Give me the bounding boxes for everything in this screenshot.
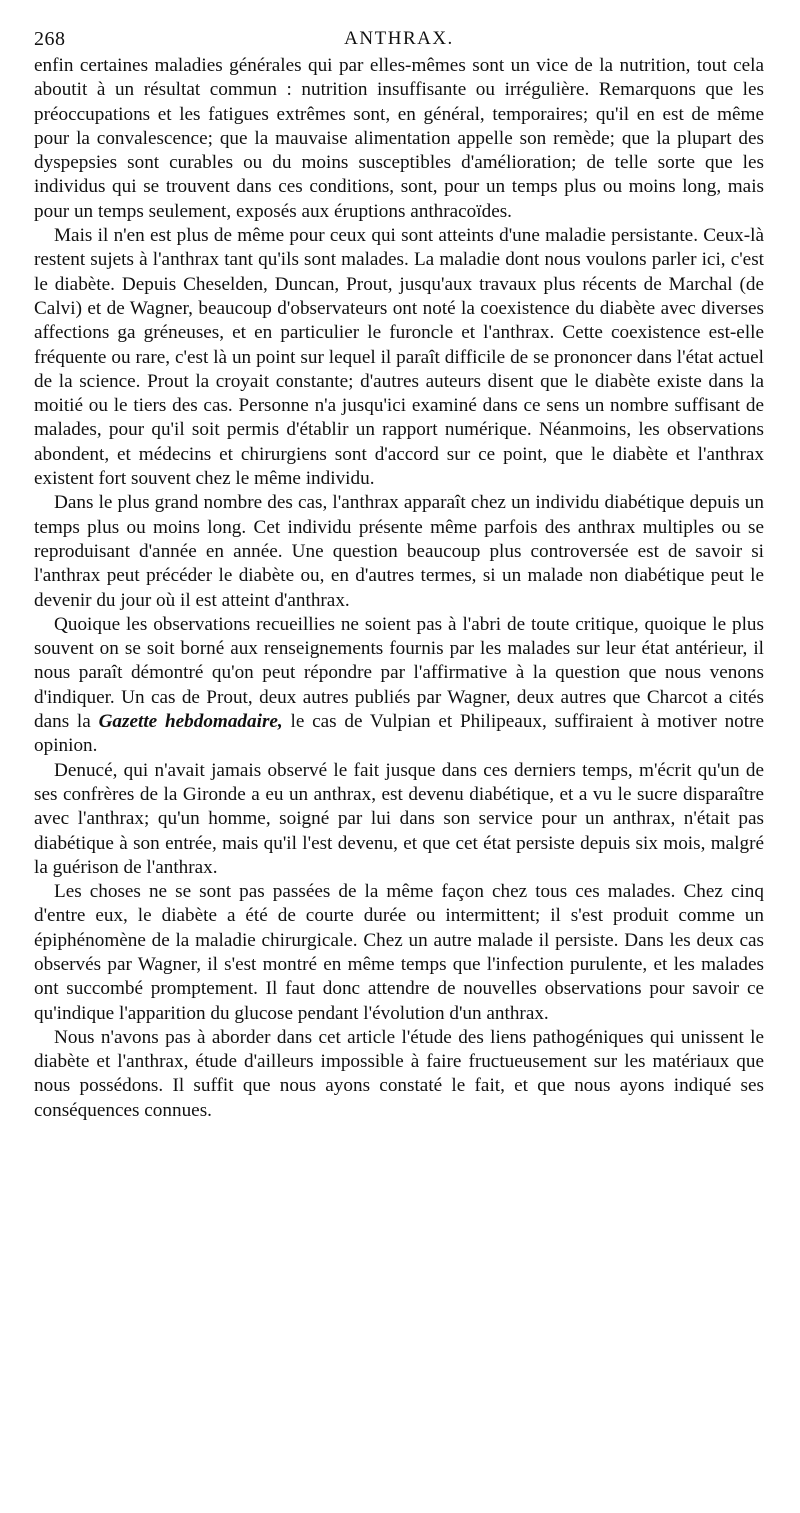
paragraph-5: Denucé, qui n'avait jamais observé le fait jusque dans ces derniers temps, m'écrit qu'un de ses confrères de la Gironde a eu un anthrax, est devenu diabétique, et a vu le sucre disparaître avec l'anthrax; qu'un homme, soigné par lui dans son service pour un anthrax, n'était pas diabétique à son entrée, mais qu'il l'est devenu, et que cet état persiste depuis six mois, malgré la guérison de l'anthrax.	[34, 759, 764, 878]
book-page	[34, 24, 764, 1123]
paragraph-4	[34, 613, 764, 759]
page-number: 268	[34, 28, 66, 50]
paragraph-4-text-after: le cas de Vulpian et Philipeaux, suffiraient à motiver notre opinion.	[34, 711, 764, 757]
paragraph-4-text-before: Quoique les observations recueillies ne soient pas à l'abri de toute critique, quoique le plus souvent on se soit borné aux renseignements fournis par les malades sur leur état antérieur, il nous paraît démontré qu'on peut répondre par l'affirmative à la question que nous venons d'indiquer. Un cas de Prout, deux autres publiés par Wagner, deux autres que Charcot a cités dans la	[34, 613, 764, 733]
paragraph-7: Nous n'avons pas à aborder dans cet article l'étude des liens pathogéniques qui unissent le diabète et l'anthrax, étude d'ailleurs impossible à faire fructueusement sur les matériaux que nous possédons. Il suffit que nous ayons constaté le fait, et que nous ayons indiqué ses conséquences connues.	[34, 1026, 764, 1121]
paragraph-3: Dans le plus grand nombre des cas, l'anthrax apparaît chez un individu diabétique depuis un temps plus ou moins long. Cet individu présente même parfois des anthrax multiples ou se reproduisant d'année en année. Une question beaucoup plus controversée est de savoir si l'anthrax peut précéder le diabète ou, en d'autres termes, si un malade non diabétique peut le devenir du jour où il est atteint d'anthrax.	[34, 492, 764, 611]
page-body	[34, 54, 764, 1123]
paragraph-6: Les choses ne se sont pas passées de la même façon chez tous ces malades. Chez cinq d'entre eux, le diabète a été de courte durée ou intermittent; il s'est produit comme un épiphénomène de la maladie chirurgicale. Chez un autre malade il persiste. Dans les deux cas observés par Wagner, il s'est montré en même temps que l'infection purulente, et les malades ont succombé promptement. Il faut donc attendre de nouvelles observations pour savoir ce qu'indique l'apparition du glucose pendant l'évolution d'un anthrax.	[34, 881, 764, 1024]
page-header	[34, 24, 764, 54]
running-title: ANTHRAX.	[344, 28, 454, 49]
paragraph-1: enfin certaines maladies générales qui par elles-mêmes sont un vice de la nutrition, tout cela aboutit à un résultat commun : nutrition insuffisante ou irrégulière. Remarquons que les préoccupations et les fatigues extrêmes sont, en général, temporaires; qu'il en est de même pour la convalescence; que la mauvaise alimentation appelle son remède; que la plupart des dyspepsies sont curables ou du moins susceptibles d'amélioration; de telle sorte que les individus qui se trouvent dans ces conditions, sont, pour un temps plus ou moins long, mais pour un temps seulement, exposés aux éruptions anthracoïdes.	[34, 55, 764, 222]
paragraph-2: Mais il n'en est plus de même pour ceux qui sont atteints d'une maladie persistante. Ceux-là restent sujets à l'anthrax tant qu'ils sont malades. La maladie dont nous voulons parler ici, c'est le diabète. Depuis Cheselden, Duncan, Prout, jusqu'aux travaux plus récents de Marchal (de Calvi) et de Wagner, beaucoup d'observateurs ont noté la coexistence du diabète avec diverses affections ga gréneuses, et en particulier le furoncle et l'anthrax. Cette coexistence est-elle fréquente ou rare, c'est là un point sur lequel il paraît difficile de se prononcer dans l'état actuel de la science. Prout la croyait constante; d'autres auteurs disent que le diabète existe dans la moitié ou le tiers des cas. Personne n'a jusqu'ici examiné dans ce sens un nombre suffisant de malades, pour qu'il soit permis d'établir un rapport numérique. Néanmoins, les observations abondent, et médecins et chirurgiens sont d'accord sur ce point, que le diabète et l'anthrax existent fort souvent chez le même individu.	[34, 225, 764, 490]
journal-title: Gazette hebdomadaire,	[98, 711, 283, 733]
